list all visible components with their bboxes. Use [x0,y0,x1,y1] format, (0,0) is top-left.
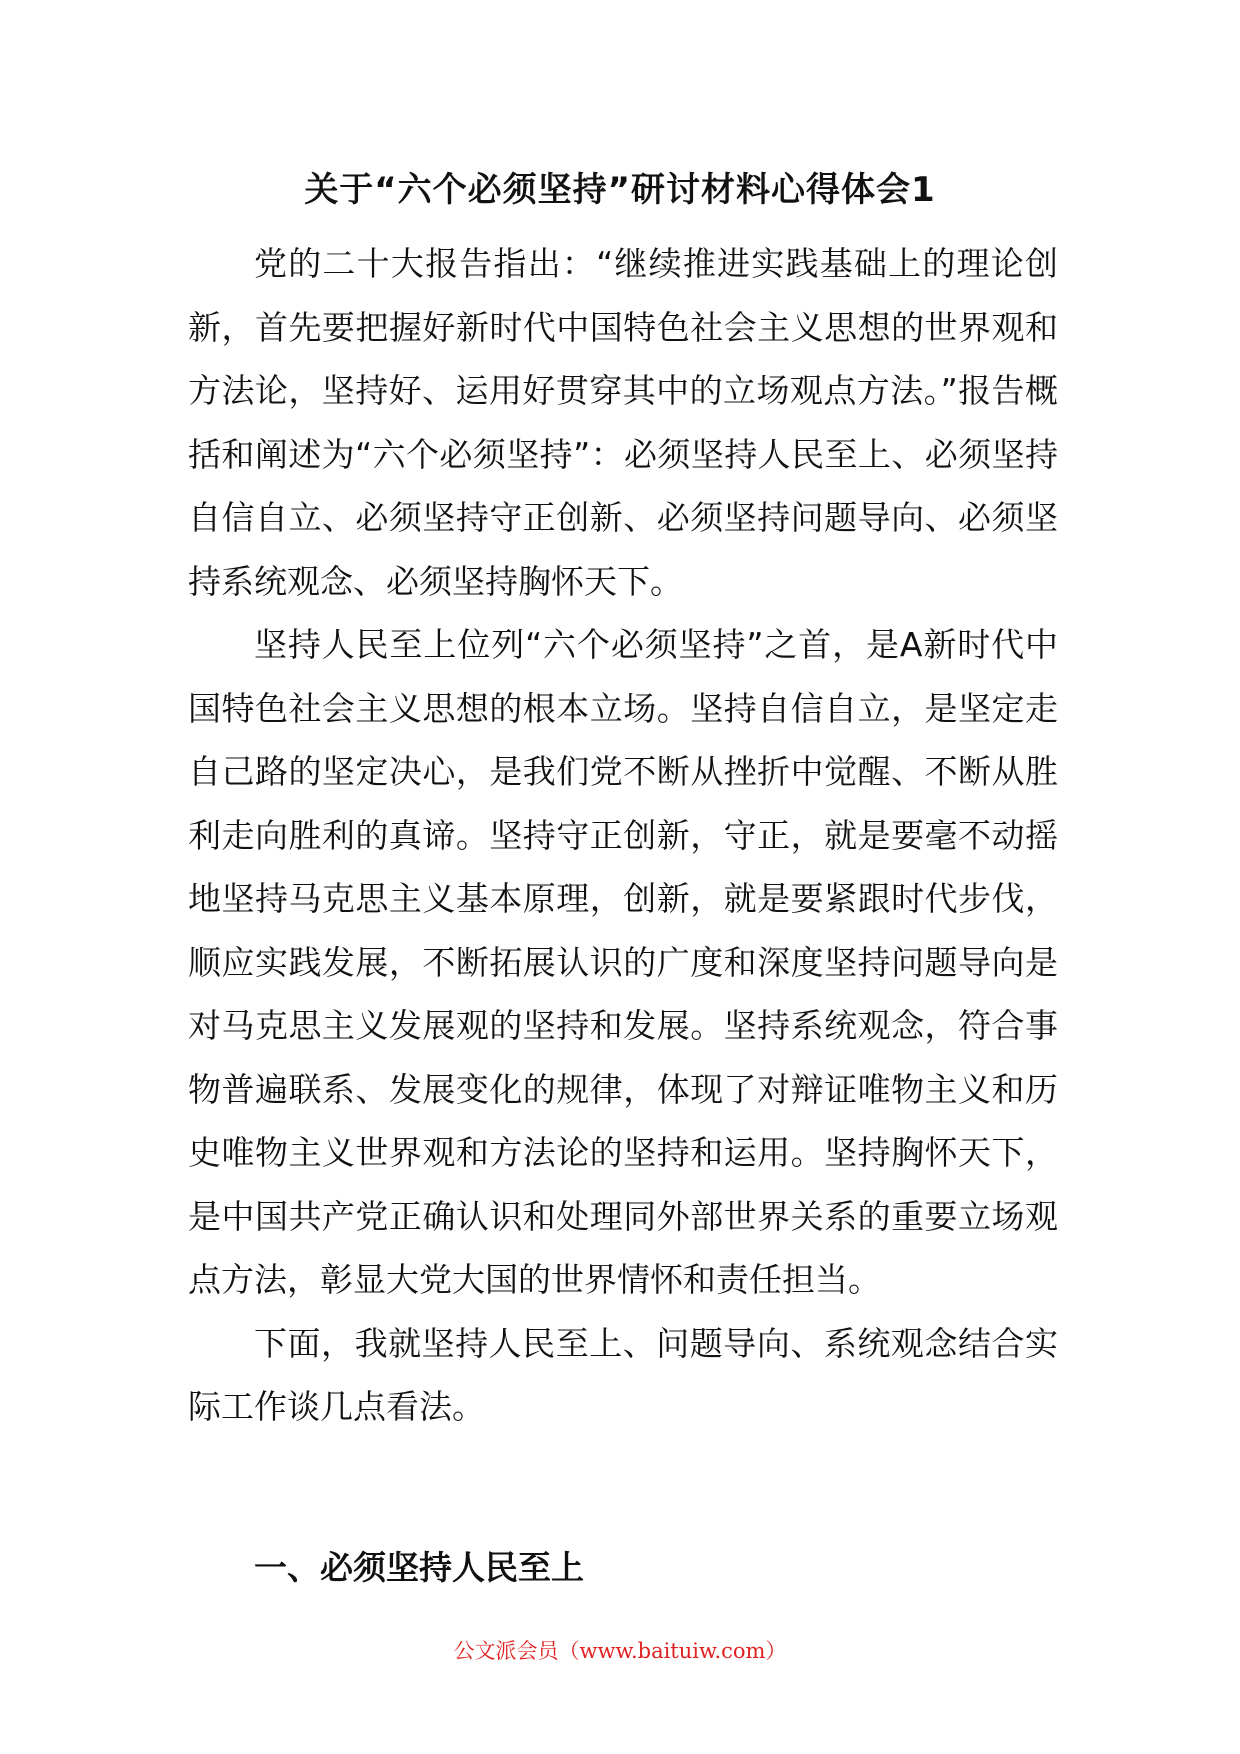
paragraph-3: 下面，我就坚持人民至上、问题导向、系统观念结合实际工作谈几点看法。 [188,1323,1058,1426]
document-body [188,232,1058,1439]
footer-watermark: 公文派会员（www.baituiw.com） [453,1639,787,1663]
paragraph-1: 党的二十大报告指出：“继续推进实践基础上的理论创新，首先要把握好新时代中国特色社会主义思想的世界观和方法论，坚持好、运用好贯穿其中的立场观点方法。”报告概括和阐述为“六个必须坚持”：必须坚持人民至上、必须坚持自信自立、必须坚持守正创新、必须坚持问题导向、必须坚持系统观念、必须坚持胸怀天下。 [188,244,1058,601]
section-heading: 一、必须坚持人民至上 [254,1548,584,1587]
document-title: 关于“六个必须坚持”研讨材料心得体会1 [304,170,936,210]
paragraph-2: 坚持人民至上位列“六个必须坚持”之首，是A新时代中国特色社会主义思想的根本立场。坚持自信自立，是坚定走自己路的坚定决心，是我们党不断从挫折中觉醒、不断从胜利走向胜利的真谛。坚持守正创新，守正，就是要毫不动摇地坚持马克思主义基本原理，创新，就是要紧跟时代步伐，顺应实践发展，不断拓展认识的广度和深度坚持问题导向是对马克思主义发展观的坚持和发展。坚持系统观念，符合事物普遍联系、发展变化的规律，体现了对辩证唯物主义和历史唯物主义世界观和方法论的坚持和运用。坚持胸怀天下，是中国共产党正确认识和处理同外部世界关系的重要立场观点方法，彰显大党大国的世界情怀和责任担当。 [188,625,1058,1299]
